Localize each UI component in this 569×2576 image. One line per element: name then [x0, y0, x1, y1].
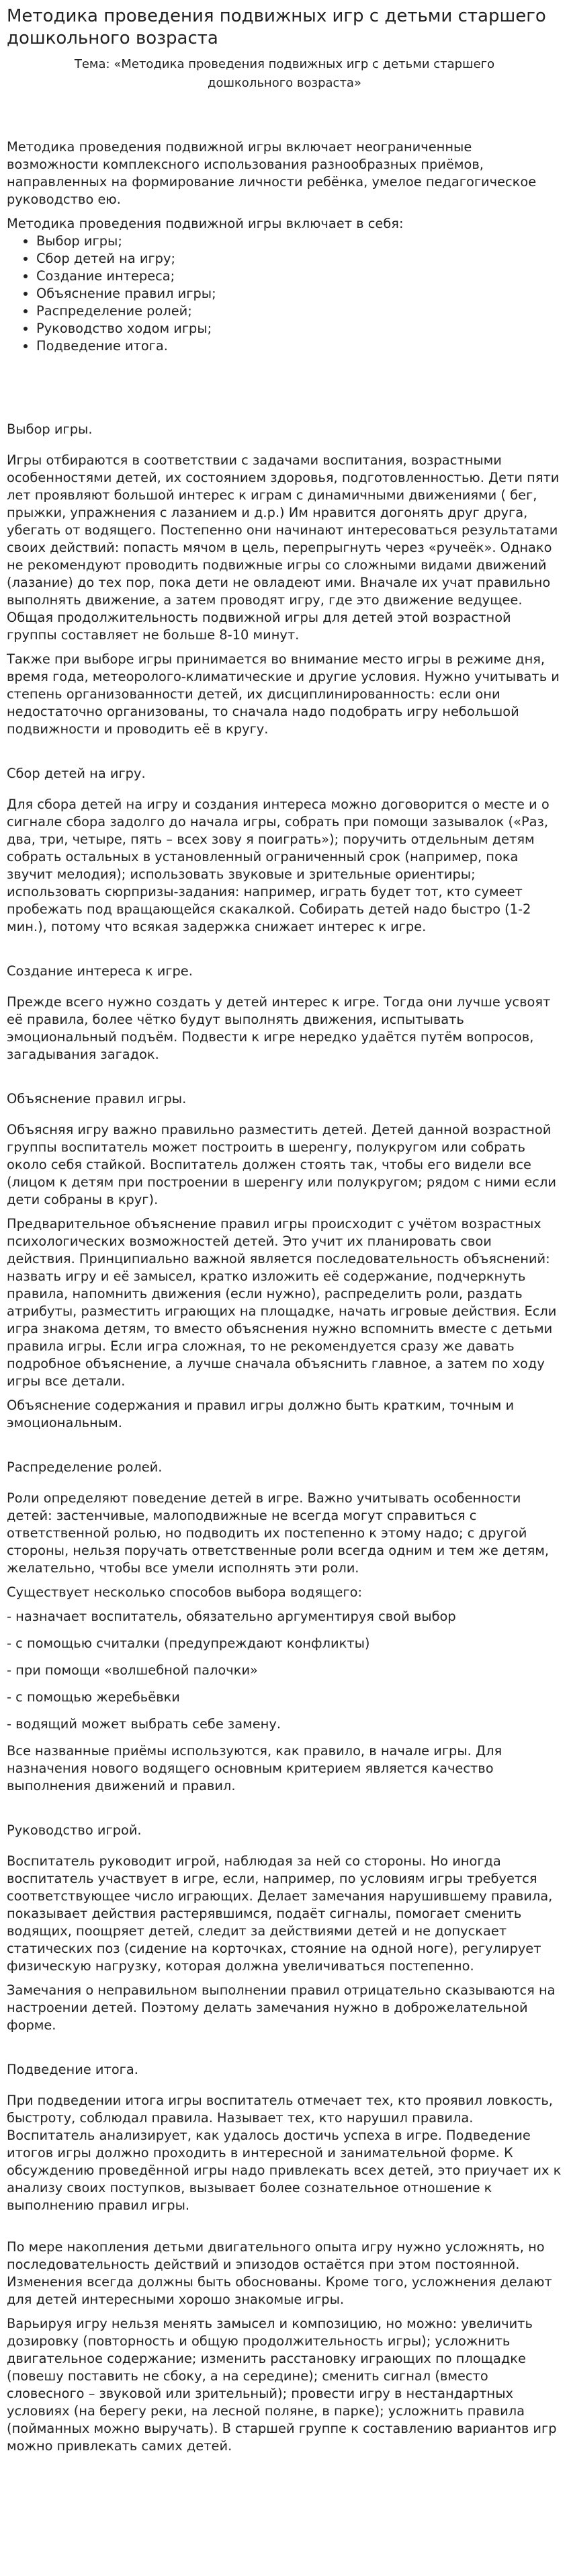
- list-item: • Объяснение правил игры;: [36, 285, 562, 303]
- list-item: • Подведение итога.: [36, 337, 562, 355]
- dash-list-item: - назначает воспитатель, обязательно аргументируя свой выбор: [7, 1609, 456, 1624]
- list-item: • Создание интереса;: [36, 268, 562, 285]
- section-interest: [7, 963, 562, 1063]
- dash-list-item: - водящий может выбрать себе замену.: [7, 1716, 281, 1732]
- paragraph: Прежде всего нужно создать у детей интерес к игре. Тогда они лучше усвоят её правила, более чётко будут выполнять движения, испытывать эмоциональный подъём. Подвести к игре нередко удаётся путём вопросов, загадывания загадок.: [7, 994, 551, 1062]
- section-heading: Создание интереса к игре.: [7, 963, 193, 979]
- paragraph: По мере накопления детьми двигательного опыта игру нужно усложнять, но последовательность действий и эпизодов остаётся при этом постоянной. Изменения всегда должны быть обоснованы. Кроме того, усложнения делают для детей интересными хорошо знакомые игры.: [7, 2239, 552, 2307]
- paragraph: Также при выборе игры принимается во внимание место игры в режиме дня, время года, метеоролого-климатические и другие условия. Нужно учитывать и степень организованности детей, их дисциплинированность: если они недостаточно организованы, то сначала надо подобрать игру небольшой подвижности и проводить её в кругу.: [7, 651, 560, 737]
- section-gathering: [7, 765, 562, 936]
- section-summary: [7, 2061, 562, 2455]
- paragraph: При подведении итога игры воспитатель отмечает тех, кто проявил ловкость, быстроту, соблюдал правила. Называет тех, кто нарушил правила. Воспитатель анализирует, как удалось достичь успеха в игре. Подведение итогов игры должно проходить в интересной и занимательной форме. К обсуждению проведённой игры надо привлекать всех детей, это приучает их к анализу своих поступков, вызывает более сознательное отношение к выполнению правил игры.: [7, 2093, 562, 2213]
- list-item: • Распределение ролей;: [36, 303, 562, 320]
- paragraph: Предварительное объяснение правил игры происходит с учётом возрастных психологических возможностей детей. Это учит их планировать свои действия. Принципиально важной является последовательность объяснений: назвать игру и её замысел, кратко изложить её содержание, подчеркнуть правила, напомнить движения (если нужно), распределить роли, раздать атрибуты, разместить играющих на площадке, начать игровые действия. Если игра знакома детям, то вместо объяснения нужно вспомнить вместе с детьми правила игры. Если игра сложная, то не рекомендуется сразу же давать подробное объяснение, а лучше сначала объяснить главное, а затем по ходу игры все детали.: [7, 1216, 557, 1389]
- list-item: • Руководство ходом игры;: [36, 320, 562, 337]
- steps-list: [7, 233, 562, 355]
- page-title: Методика проведения подвижных игр с детьми старшего дошкольного возраста: [7, 6, 546, 48]
- paragraph: Объяснение содержания и правил игры должно быть кратким, точным и эмоциональным.: [7, 1398, 515, 1431]
- section-heading: Распределение ролей.: [7, 1459, 163, 1475]
- section-rules: [7, 1090, 562, 1432]
- dash-list-item: - при помощи «волшебной палочки»: [7, 1662, 258, 1678]
- paragraph: Все названные приёмы используются, как правило, в начале игры. Для назначения нового водящего основным критерием является качество выполнения движений и правил.: [7, 1743, 502, 1794]
- section-heading: Руководство игрой.: [7, 1822, 142, 1838]
- paragraph: Варьируя игру нельзя менять замысел и композицию, но можно: увеличить дозировку (повторность и общую продолжительность игры); усложнить двигательное содержание; изменить расстановку играющих по площадке (повешу поставить не сбоку, а на середине); сменить сигнал (вместо словесного – звуковой или зрительный); провести игру в нестандартных условиях (на берегу реки, на лесной поляне, в парке); усложнить правила (пойманных можно выручать). В старшей группе к составлению вариантов игр можно привлекать самих детей.: [7, 2316, 557, 2454]
- dash-list-item: - с помощью считалки (предупреждают конфликты): [7, 1636, 370, 1651]
- paragraph: Для сбора детей на игру и создания интереса можно договорится о месте и о сигнале сбора задолго до начала игры, собрать при помощи зазывалок («Раз, два, три, четыре, пять – всех зову я поиграть»); поручить отдельным детям собрать остальных в установленный ограниченный срок (например, пока звучит мелодия); использовать звуковые и зрительные ориентиры; использовать сюрпризы-задания: например, играть будет тот, кто сумеет пробежать под вращающейся скакалкой. Собирать детей надо быстро (1-2 мин.), потому что всякая задержка снижает интерес к игре.: [7, 797, 550, 934]
- section-heading: Подведение итога.: [7, 2062, 138, 2077]
- topic-subtitle: Тема: «Методика проведения подвижных игр с детьми старшего дошкольного возраста»: [74, 57, 495, 90]
- paragraph: Игры отбираются в соответствии с задачами воспитания, возрастными особенностями детей, их состоянием здоровья, подготовленностью. Дети пяти лет проявляют большой интерес к играм с динамичными движениями ( бег, прыжки, упражнения с лазанием и д.р.) Им нравится догонять друг друга, убегать от водящего. Постепенно они начинают интересоваться результатами своих действий: попасть мячом в цель, перепрыгнуть через «ручеёк». Однако не рекомендуют проводить подвижные игры со сложными видами движений (лазание) до тех пор, пока дети не овладеют ими. Вначале их учат правильно выполнять движение, а затем проводят игру, где это движение ведущее. Общая продолжительность подвижной игры для детей этой возрастной группы составляет не больше 8-10 минут.: [7, 452, 560, 643]
- paragraph: Существует несколько способов выбора водящего:: [7, 1584, 363, 1600]
- section-heading: Выбор игры.: [7, 421, 93, 437]
- intro-list-caption: Методика проведения подвижной игры включает в себя:: [7, 216, 404, 231]
- paragraph: Замечания о неправильном выполнении правил отрицательно сказываются на настроении детей. Поэтому делать замечания нужно в доброжелательной форме.: [7, 1982, 556, 2033]
- list-item: • Выбор игры;: [36, 233, 562, 250]
- paragraph: Воспитатель руководит игрой, наблюдая за ней со стороны. Но иногда воспитатель участвует в игре, если, например, по условиям игры требуется соответствующее число играющих. Делает замечания нарушившему правила, показывает действия растерявшимся, подаёт сигналы, помогает сменить водящих, поощряет детей, следит за действиями детей и не допускает статических поз (сидение на корточках, стояние на одной ноге), регулирует физическую нагрузку, которая должна увеличиваться постепенно.: [7, 1853, 553, 1974]
- intro-paragraph: Методика проведения подвижной игры включает неограниченные возможности комплексного использования разнообразных приёмов, направленных на формирование личности ребёнка, умелое педагогическое руководство ею.: [7, 139, 537, 207]
- section-guidance: [7, 1822, 562, 2034]
- section-game-choice: [7, 421, 562, 738]
- section-roles: [7, 1459, 562, 1795]
- paragraph: Объясняя игру важно правильно разместить детей. Детей данной возрастной группы воспитатель может построить в шеренгу, полукругом или собрать около себя стайкой. Воспитатель должен стоять так, чтобы его видели все (лицом к детям при построении в шеренгу или полукругом; рядом с ними если дети собраны в круг).: [7, 1122, 556, 1207]
- paragraph: Роли определяют поведение детей в игре. Важно учитывать особенности детей: застенчивые, малоподвижные не всегда могут справиться с ответственной ролью, но подводить их постепенно к этому надо; с другой стороны, нельзя поручать ответственные роли всегда одним и тем же детям, желательно, чтобы все умели исполнять эти роли.: [7, 1490, 550, 1576]
- section-heading: Сбор детей на игру.: [7, 766, 146, 781]
- section-heading: Объяснение правил игры.: [7, 1091, 187, 1106]
- list-item: • Сбор детей на игру;: [36, 250, 562, 268]
- dash-list-item: - с помощью жеребьёвки: [7, 1689, 180, 1705]
- intro-section: [7, 138, 562, 355]
